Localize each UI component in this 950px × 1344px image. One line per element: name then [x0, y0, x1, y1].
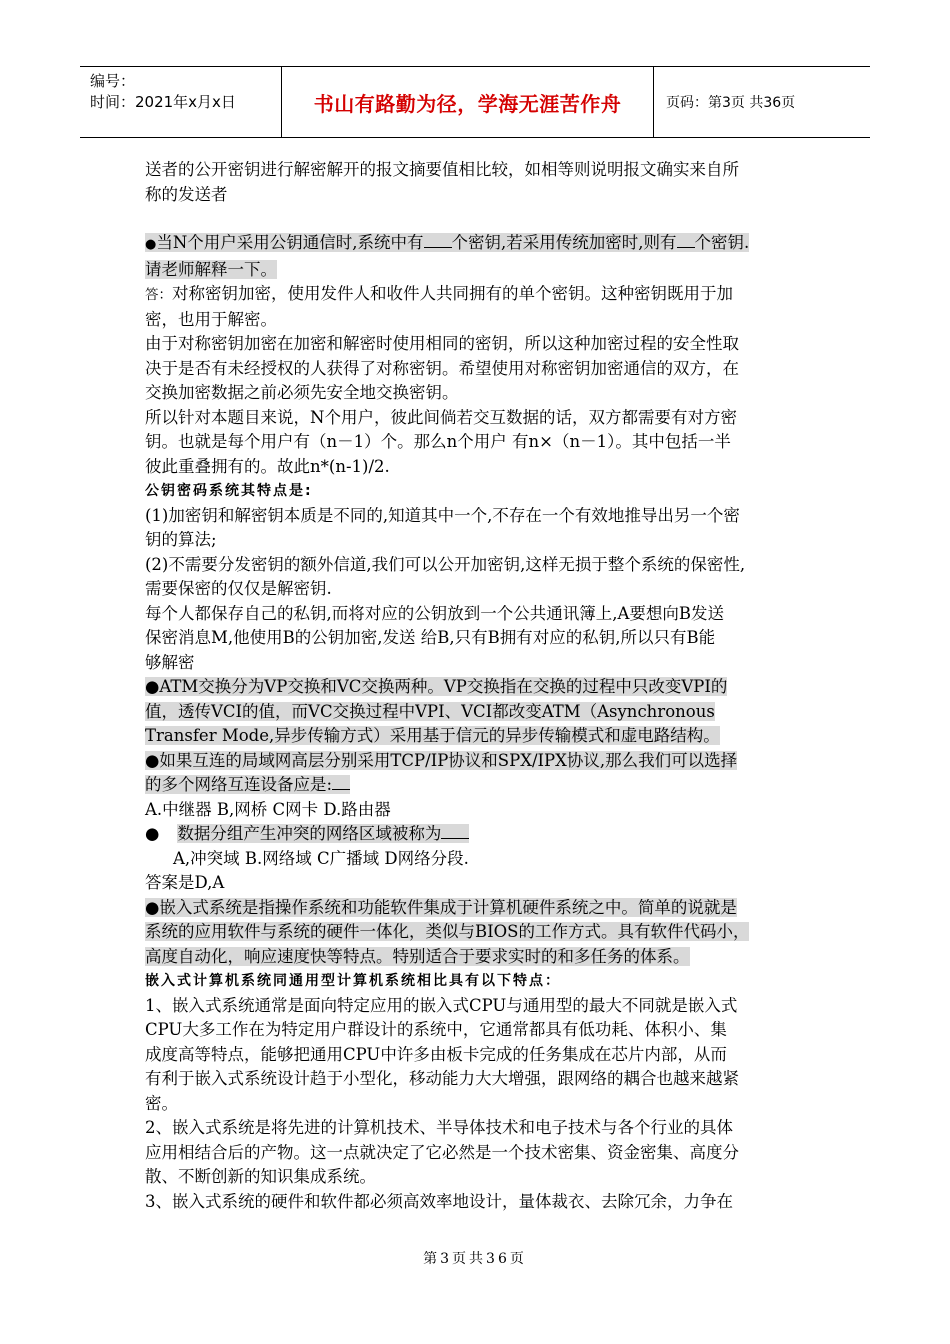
header-page-info: 页码：第3页 共36页	[666, 95, 796, 111]
answer-para: 答：对称密钥加密，使用发件人和收件人共同拥有的单个密钥。这种密钥既用于加	[145, 284, 733, 303]
text-line: 2、嵌入式系统是将先进的计算机技术、半导体技术和电子技术与各个行业的具体	[145, 1118, 733, 1137]
answer-label: 答：	[145, 287, 172, 303]
text-line: 彼此重叠拥有的。故此n*(n-1)/2.	[145, 456, 390, 476]
blank-underline	[332, 773, 350, 790]
text-line: 有利于嵌入式系统设计趋于小型化，移动能力大大增强，跟网络的耦合也越来越紧	[145, 1069, 739, 1088]
text-line: 请老师解释一下。	[145, 259, 277, 279]
bullet: ●	[145, 237, 157, 252]
atm-line: ●ATM交换分为VP交换和VC交换两种。VP交换指在交换的过程中只改变VPI的	[145, 677, 728, 696]
section-title-public-key: 公钥密码系统其特点是:	[145, 483, 313, 499]
text-line: 送者的公开密钥进行解密解开的报文摘要值相比较，如相等则说明报文确实来自所	[145, 160, 739, 179]
collision-answer: 答案是D,A	[145, 873, 225, 892]
document-body	[145, 158, 807, 1214]
blank-underline	[677, 231, 695, 248]
header-meta	[80, 67, 282, 137]
text-line: 称的发送者	[145, 184, 228, 204]
network-question-line: 的多个网络互连设备应是:	[145, 775, 333, 794]
question-key-count: ●当N个用户采用公钥通信时,系统中有 个密钥,若采用传统加密时,则有 个密钥.	[145, 233, 750, 252]
page-footer: 第3页共36页	[423, 1251, 527, 1267]
embedded-line: ●嵌入式系统是指操作系统和功能软件集成于计算机硬件系统之中。简单的说就是	[145, 897, 737, 917]
text-line: 交换加密数据之前必须先安全地交换密钥。	[145, 383, 459, 402]
text-line: 够解密	[145, 652, 195, 672]
text-line: 成度高等特点，能够把通用CPU中许多由板卡完成的任务集成在芯片内部，从而	[145, 1044, 727, 1064]
text-line: CPU大多工作在为特定用户群设计的系统中，它通常都具有低功耗、体积小、集	[145, 1020, 727, 1039]
network-options: A.中继器 B,网桥 C网卡 D.路由器	[145, 799, 391, 819]
text-line: 需要保密的仅仅是解密钥.	[145, 579, 332, 598]
collision-question: ● 数据分组产生冲突的网络区域被称为	[145, 822, 807, 847]
text-line: 1、嵌入式系统通常是面向特定应用的嵌入式CPU与通用型的最大不同就是嵌入式	[145, 995, 738, 1015]
atm-line: Transfer Mode,异步传输方式）采用基于信元的异步传输模式和虚电路结构。	[145, 726, 720, 745]
header-motto: 书山有路勤为径，学海无涯苦作舟	[282, 67, 654, 137]
section-title-embedded: 嵌入式计算机系统同通用型计算机系统相比具有以下特点：	[145, 973, 561, 989]
number-label: 编号：	[90, 72, 136, 90]
embedded-line: 高度自动化，响应速度快等特点。特别适合于要求实时的和多任务的体系。	[145, 946, 690, 966]
text-line: 保密消息M,他使用B的公钥加密,发送 给B,只有B拥有对应的私钥,所以只有B能	[145, 628, 716, 647]
blank-underline	[424, 231, 452, 248]
text-line: (1)加密钥和解密钥本质是不同的,知道其中一个,不存在一个有效地推导出另一个密	[145, 505, 740, 525]
text-line: 钥的算法;	[145, 530, 217, 549]
network-question-line: ●如果互连的局域网高层分别采用TCP/IP协议和SPX/IPX协议,那么我们可以选择	[145, 750, 738, 770]
text-line: 每个人都保存自己的私钥,而将对应的公钥放到一个公共通讯簿上,A要想向B发送	[145, 603, 725, 623]
atm-line: 值，透传VCI的值，而VC交换过程中VPI、VCI都改变ATM（Asynchronous	[145, 701, 715, 721]
text-line: 密，也用于解密。	[145, 309, 277, 329]
text-line: 散、不断创新的知识集成系统。	[145, 1167, 376, 1186]
blank-underline	[441, 822, 469, 839]
text-line: (2)不需要分发密钥的额外信道,我们可以公开加密钥,这样无损于整个系统的保密性,	[145, 554, 746, 574]
text-line: 密。	[145, 1093, 178, 1113]
text-line: 所以针对本题目来说，N个用户，彼此间倘若交互数据的话，双方都需要有对方密	[145, 407, 737, 427]
text-line: 钥。也就是每个用户有（n－1）个。那么n个用户 有n×（n－1）。其中包括一半	[145, 432, 731, 451]
text-line: 3、嵌入式系统的硬件和软件都必须高效率地设计，量体裁衣、去除冗余，力争在	[145, 1191, 733, 1211]
collision-options: A,冲突域 B.网络域 C广播域 D网络分段.	[173, 848, 469, 868]
time-label: 时间：2021年x月x日	[90, 93, 236, 111]
text-line: 由于对称密钥加密在加密和解密时使用相同的密钥，所以这种加密过程的安全性取	[145, 334, 739, 353]
bullet: ●	[145, 824, 160, 843]
text-line: 决于是否有未经授权的人获得了对称密钥。希望使用对称密钥加密通信的双方，在	[145, 358, 739, 378]
text-line: 应用相结合后的产物。这一点就决定了它必然是一个技术密集、资金密集、高度分	[145, 1142, 739, 1162]
embedded-line: 系统的应用软件与系统的硬件一体化，类似与BIOS的工作方式。具有软件代码小，	[145, 922, 750, 941]
page-header	[80, 66, 870, 138]
